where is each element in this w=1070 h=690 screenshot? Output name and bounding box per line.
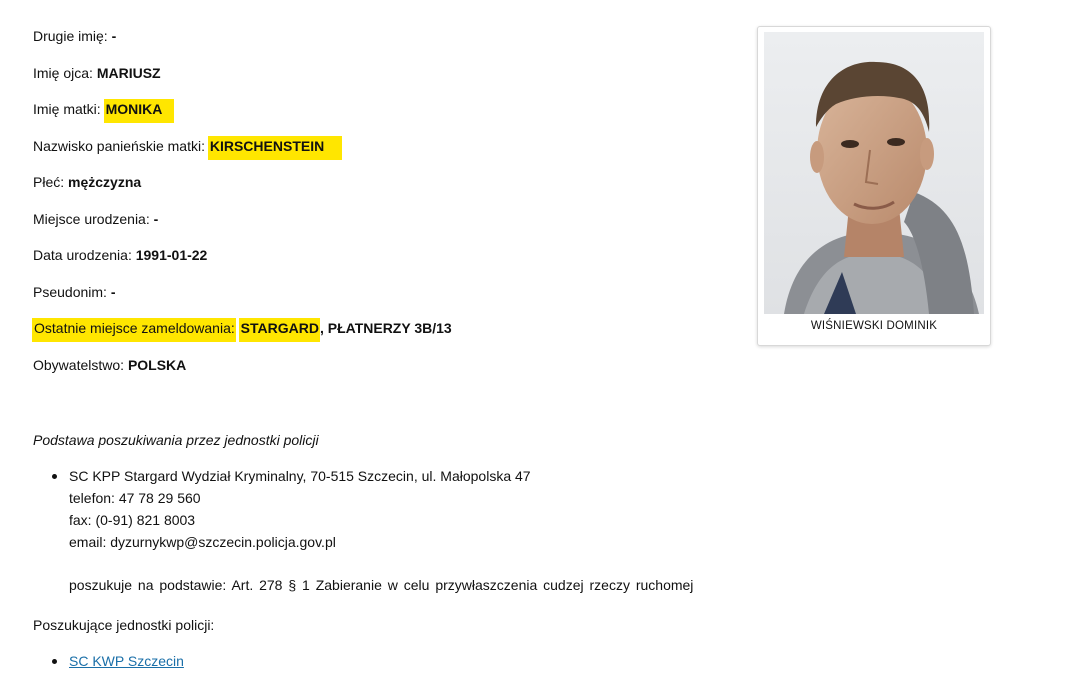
personal-details [33, 26, 733, 391]
field-value: - [111, 28, 117, 44]
unit-fax: fax: (0-91) 821 8003 [69, 512, 196, 528]
field-second-name [33, 26, 733, 63]
field-value: MARIUSZ [96, 64, 161, 81]
portrait-illustration [764, 32, 984, 314]
field-value: - [110, 283, 116, 300]
field-nickname [33, 282, 733, 319]
basis-section-title: Podstawa poszukiwania przez jednostki policji [33, 432, 319, 448]
list-item [52, 465, 693, 596]
unit-link[interactable]: SC KWP Szczecin [69, 653, 184, 669]
field-label: Nazwisko panieńskie matki: [33, 137, 205, 154]
field-label: Imię matki: [33, 101, 101, 117]
searching-units-list [52, 650, 184, 672]
field-label: Drugie imię: [33, 28, 108, 44]
field-label: Obywatelstwo: [33, 356, 125, 373]
field-birth-date [33, 245, 733, 282]
bullet-icon [52, 474, 57, 479]
field-value-highlighted: STARGARD [239, 318, 320, 342]
field-value-highlighted: KIRSCHENSTEIN [208, 136, 342, 160]
field-value: mężczyzna [68, 174, 142, 190]
portrait-photo [764, 32, 984, 314]
field-citizenship [33, 355, 733, 392]
photo-card [757, 26, 991, 346]
photo-caption: WIŚNIEWSKI DOMINIK [810, 320, 938, 332]
field-label: Data urodzenia: [33, 247, 132, 263]
field-label: Płeć: [33, 174, 65, 190]
bullet-icon [52, 659, 57, 664]
field-label: Pseudonim: [33, 283, 107, 300]
field-mother-name [33, 99, 733, 136]
legal-basis: poszukuje na podstawie: Art. 278 § 1 Zabieranie w celu przywłaszczenia cudzej rzeczy ruchomej [69, 577, 694, 593]
field-value: - [153, 210, 159, 227]
unit-name: SC KPP Stargard Wydział Kryminalny, 70-515 Szczecin, ul. Małopolska 47 [69, 468, 531, 484]
field-label: Miejsce urodzenia: [33, 210, 150, 227]
field-birthplace [33, 209, 733, 246]
field-value: POLSKA [127, 356, 187, 373]
field-mother-maiden-name [33, 136, 733, 173]
field-label-highlighted: Ostatnie miejsce zameldowania: [32, 318, 236, 342]
field-father-name [33, 63, 733, 100]
field-sex [33, 172, 733, 209]
field-value-highlighted: MONIKA [104, 99, 175, 123]
list-item [52, 650, 184, 672]
searching-units-title: Poszukujące jednostki policji: [33, 617, 215, 633]
field-last-address [33, 318, 733, 355]
field-value: 1991-01-22 [135, 247, 208, 263]
unit-phone: telefon: 47 78 29 560 [69, 490, 201, 506]
unit-email: email: dyzurnykwp@szczecin.policja.gov.pl [69, 534, 336, 550]
basis-unit-list [52, 465, 693, 596]
field-value: , PŁATNERZY 3B/13 [319, 320, 452, 336]
field-label: Imię ojca: [33, 64, 93, 81]
